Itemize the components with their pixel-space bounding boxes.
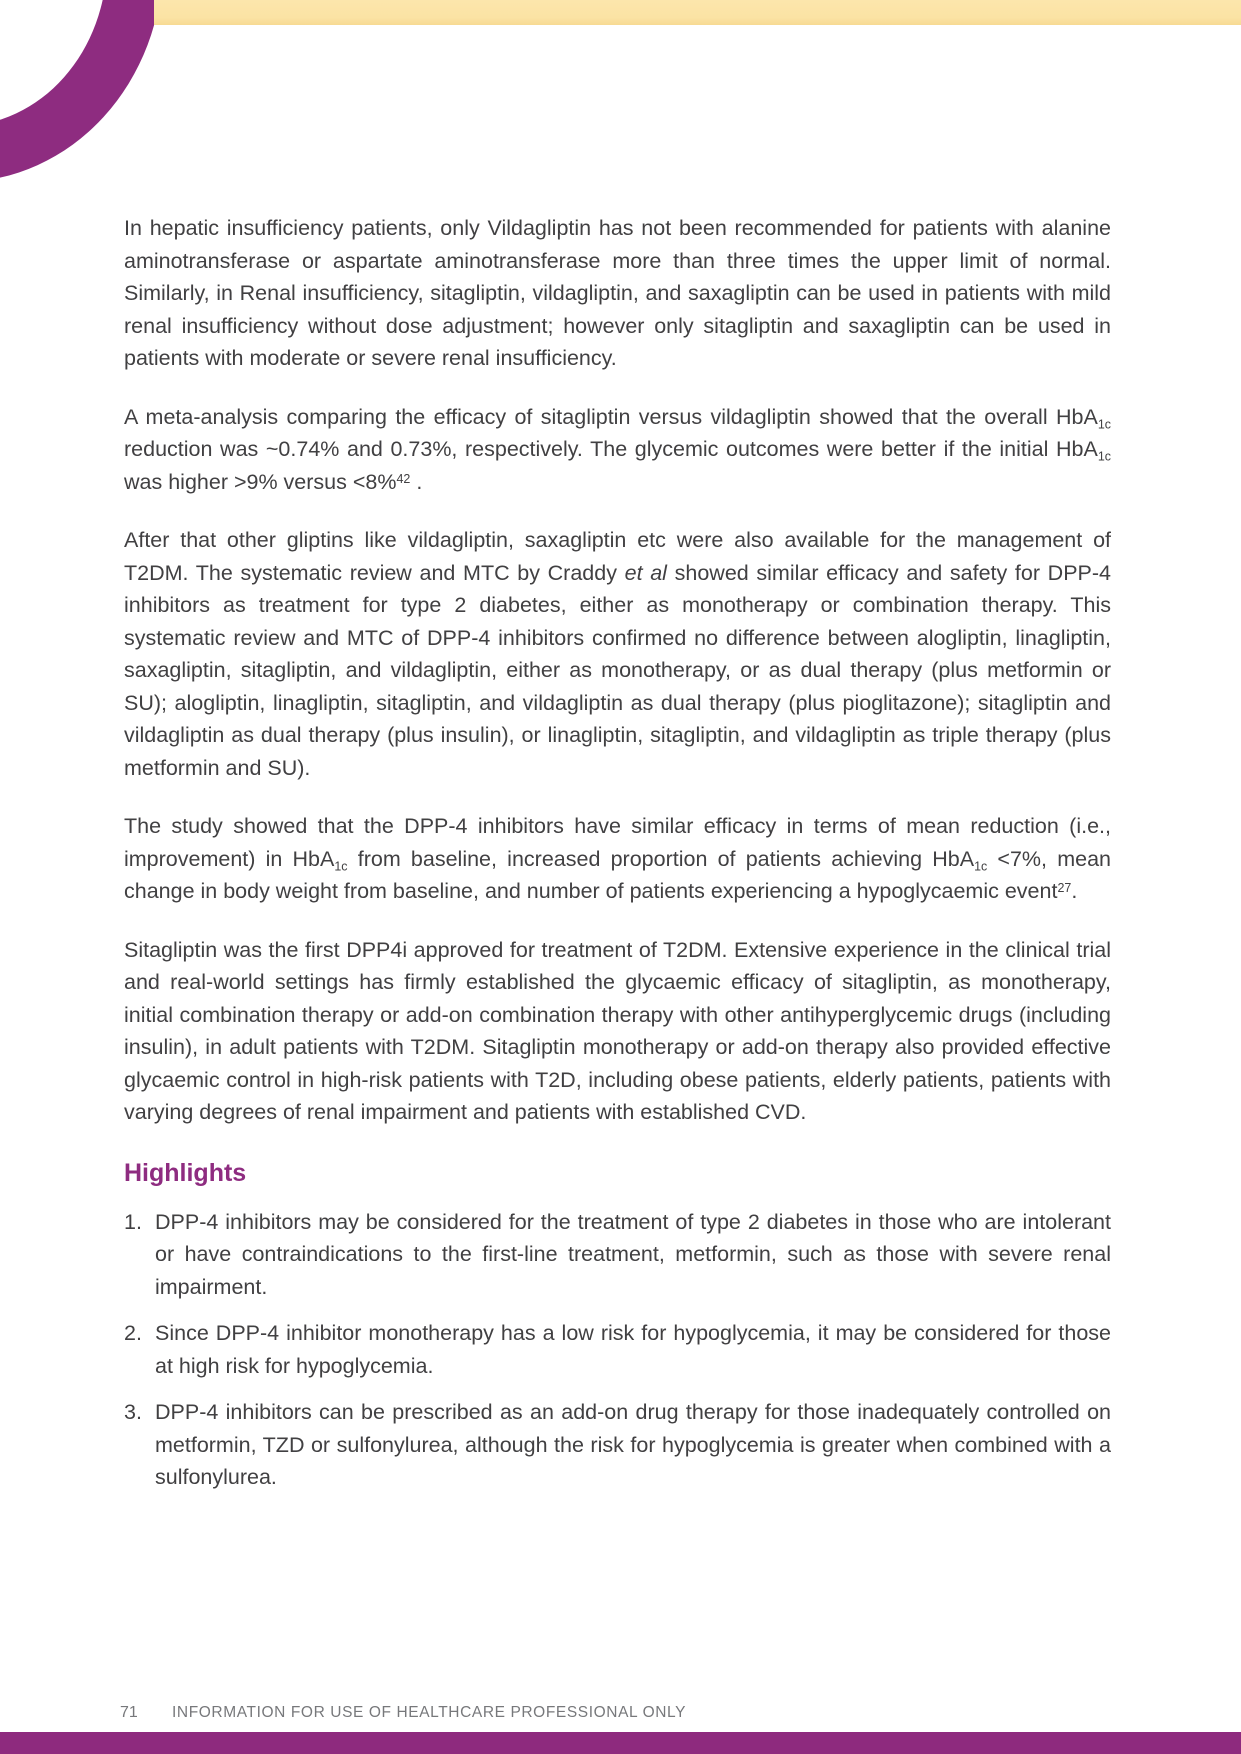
highlights-heading: Highlights bbox=[124, 1158, 247, 1187]
body-paragraph: The study showed that the DPP-4 inhibitors have similar efficacy in terms of mean reduction (i.e., improvement) in HbA$_{1c}$ from baseline, increased proportion of patients achieving HbA$_{1c}$ <7%, mean change in body weight from baseline, and number of patients experiencing a hypoglycaemic event$^{27}$. bbox=[124, 814, 1111, 903]
list-item-number: 1. bbox=[124, 1209, 142, 1234]
list-item-text: DPP-4 inhibitors may be considered for the treatment of type 2 diabetes in those who are intolerant or have contraindications to the first-line treatment, metformin, such as those with severe renal impairment. bbox=[155, 1209, 1111, 1299]
highlights-list bbox=[124, 1206, 1111, 1494]
footer bbox=[120, 1704, 1111, 1722]
header-accent-bar bbox=[154, 0, 1241, 25]
page-number: 71 bbox=[120, 1704, 138, 1721]
corner-ring-decoration bbox=[0, 0, 163, 182]
footer-accent-bar bbox=[0, 1732, 1241, 1754]
body-paragraph: Sitagliptin was the first DPP4i approved for treatment of T2DM. Extensive experience in the clinical trial and real-world settings has firmly established the glycaemic efficacy of sitagliptin, as monotherapy, initial combination therapy or add-on combination therapy with other antihyperglycemic drugs (including insulin), in adult patients with T2DM. Sitagliptin monotherapy or add-on therapy also provided effective glycaemic control in high-risk patients with T2D, including obese patients, elderly patients, patients with varying degrees of renal impairment and patients with established CVD. bbox=[124, 937, 1111, 1124]
page-content bbox=[124, 212, 1111, 1508]
footer-label: INFORMATION FOR USE OF HEALTHCARE PROFESSIONAL ONLY bbox=[172, 1704, 687, 1721]
body-paragraph: After that other gliptins like vildagliptin, saxagliptin etc were also available for the management of T2DM. The systematic review and MTC by Craddy et al showed similar efficacy and safety for DPP-4 inhibitors as treatment for type 2 diabetes, either as monotherapy or combination therapy. This systematic review and MTC of DPP-4 inhibitors confirmed no difference between alogliptin, linagliptin, saxagliptin, sitagliptin, and vildagliptin, either as monotherapy, or as dual therapy (plus metformin or SU); alogliptin, linagliptin, sitagliptin, and vildagliptin as dual therapy (plus pioglitazone); sitagliptin and vildagliptin as dual therapy (plus insulin), or linagliptin, sitagliptin, and vildagliptin as triple therapy (plus metformin and SU). bbox=[124, 528, 1111, 780]
body-paragraph: A meta-analysis comparing the efficacy of sitagliptin versus vildagliptin showed that the overall HbA$_{1c}$ reduction was ~0.74% and 0.73%, respectively. The glycemic outcomes were better if the initial HbA$_{1c}$ was higher >9% versus <8%$^{42}$ . bbox=[124, 404, 1111, 494]
list-item-text: Since DPP-4 inhibitor monotherapy has a low risk for hypoglycemia, it may be considered for those at high risk for hypoglycemia. bbox=[155, 1321, 1111, 1378]
list-item bbox=[124, 1206, 1111, 1304]
list-item-number: 3. bbox=[124, 1400, 142, 1424]
list-item bbox=[124, 1396, 1111, 1494]
list-item-text: DPP-4 inhibitors can be prescribed as an add-on drug therapy for those inadequately controlled on metformin, TZD or sulfonylurea, although the risk for hypoglycemia is greater when combined with a sulfonylurea. bbox=[155, 1400, 1111, 1489]
body-paragraph: In hepatic insufficiency patients, only Vildagliptin has not been recommended for patients with alanine aminotransferase or aspartate aminotransferase more than three times the upper limit of normal. Similarly, in Renal insufficiency, sitagliptin, vildagliptin, and saxagliptin can be used in patients with mild renal insufficiency without dose adjustment; however only sitagliptin and saxagliptin can be used in patients with moderate or severe renal insufficiency. bbox=[124, 216, 1111, 370]
list-item bbox=[124, 1317, 1111, 1382]
list-item-number: 2. bbox=[124, 1321, 142, 1345]
